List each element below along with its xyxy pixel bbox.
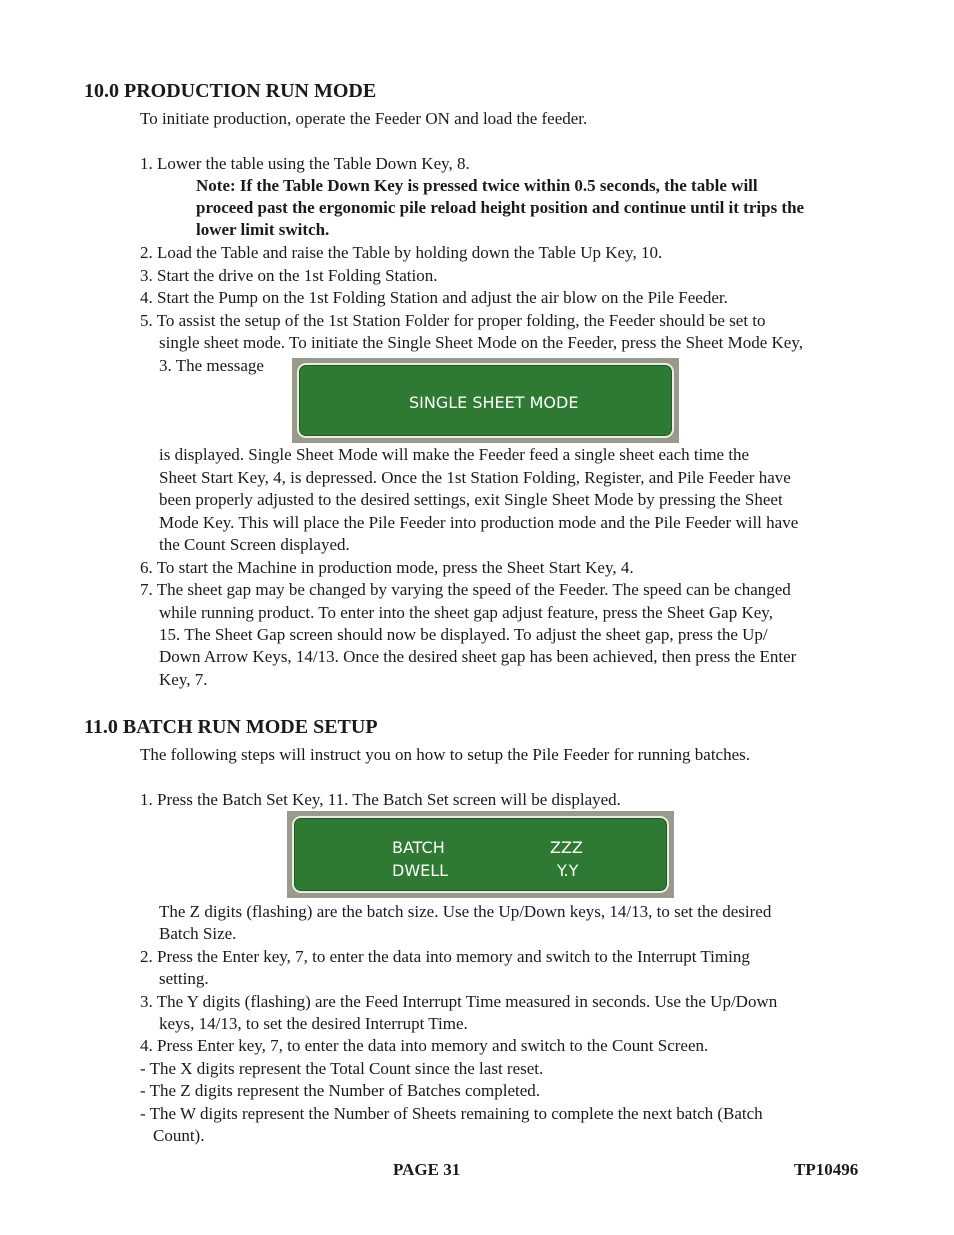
section-11-intro: The following steps will instruct you on how to setup the Pile Feeder for running batches. [140, 745, 751, 764]
note-line-2: proceed past the ergonomic pile reload height position and continue until it trips the [196, 198, 805, 217]
lcd-dwell-value: Y.Y [557, 861, 579, 880]
dash-item-1: - The X digits represent the Total Count since the last reset. [140, 1059, 544, 1078]
lcd-batch-value: ZZZ [550, 838, 583, 857]
step-1-text: 1. Lower the table using the Table Down Key, 8. [140, 154, 470, 173]
batch-step-3-line-2: keys, 14/13, to set the desired Interrupt Time. [159, 1014, 468, 1033]
lcd-dwell-label: DWELL [392, 861, 449, 880]
step-5-line-2: single sheet mode. To initiate the Single Sheet Mode on the Feeder, press the Sheet Mode Key, [159, 333, 803, 352]
section-11-heading: 11.0 BATCH RUN MODE SETUP [84, 716, 378, 738]
dash-item-3-line-2: Count). [153, 1126, 205, 1145]
dash-item-3-line-1: - The W digits represent the Number of Sheets remaining to complete the next batch (Batch [140, 1104, 763, 1123]
lcd-batch-display [287, 811, 674, 898]
step-7-line-1: 7. The sheet gap may be changed by varying the speed of the Feeder. The speed can be changed [140, 580, 791, 599]
step-5-line-8: the Count Screen displayed. [159, 535, 350, 554]
dash-item-2: - The Z digits represent the Number of Batches completed. [140, 1081, 541, 1100]
step-5-line-1: 5. To assist the setup of the 1st Station Folder for proper folding, the Feeder should be set to [140, 311, 766, 330]
step-7-line-5: Key, 7. [159, 670, 208, 689]
section-10-intro: To initiate production, operate the Feeder ON and load the feeder. [140, 109, 588, 128]
batch-step-2-line-2: setting. [159, 969, 209, 988]
step-5-line-3: 3. The message [159, 356, 264, 375]
step-5-line-4: is displayed. Single Sheet Mode will make the Feeder feed a single sheet each time the [159, 445, 750, 464]
lcd-batch-label: BATCH [392, 838, 445, 857]
step-5-line-6: been properly adjusted to the desired settings, exit Single Sheet Mode by pressing the Sheet [159, 490, 783, 509]
step-7-line-2: while running product. To enter into the sheet gap adjust feature, press the Sheet Gap Key, [159, 603, 773, 622]
note-line-1: Note: If the Table Down Key is pressed twice within 0.5 seconds, the table will [196, 176, 758, 195]
lcd-single-sheet-display [292, 358, 679, 443]
lcd-single-sheet-text: SINGLE SHEET MODE [409, 393, 579, 412]
step-2-text: 2. Load the Table and raise the Table by holding down the Table Up Key, 10. [140, 243, 663, 262]
step-7-line-3: 15. The Sheet Gap screen should now be displayed. To adjust the sheet gap, press the Up/ [159, 625, 768, 644]
batch-step-1-text: 1. Press the Batch Set Key, 11. The Batch Set screen will be displayed. [140, 790, 621, 809]
step-5-line-5: Sheet Start Key, 4, is depressed. Once the 1st Station Folding, Register, and Pile Feeder have [159, 468, 791, 487]
step-4-text: 4. Start the Pump on the 1st Folding Station and adjust the air blow on the Pile Feeder. [140, 288, 728, 307]
batch-step-1-line-2: The Z digits (flashing) are the batch size. Use the Up/Down keys, 14/13, to set the desired [159, 902, 772, 921]
lcd-screen [297, 363, 674, 438]
document-id: TP10496 [794, 1160, 859, 1179]
step-6-text: 6. To start the Machine in production mode, press the Sheet Start Key, 4. [140, 558, 634, 577]
section-10-heading: 10.0 PRODUCTION RUN MODE [84, 80, 377, 102]
step-7-line-4: Down Arrow Keys, 14/13. Once the desired sheet gap has been achieved, then press the Enter [159, 647, 797, 666]
batch-step-4-text: 4. Press Enter key, 7, to enter the data into memory and switch to the Count Screen. [140, 1036, 709, 1055]
page-number: PAGE 31 [393, 1160, 461, 1179]
step-5-line-7: Mode Key. This will place the Pile Feeder into production mode and the Pile Feeder will have [159, 513, 799, 532]
batch-step-1-line-3: Batch Size. [159, 924, 237, 943]
batch-step-3-line-1: 3. The Y digits (flashing) are the Feed Interrupt Time measured in seconds. Use the Up/Down [140, 992, 778, 1011]
lcd-screen [292, 816, 669, 893]
batch-step-2-line-1: 2. Press the Enter key, 7, to enter the data into memory and switch to the Interrupt Timing [140, 947, 750, 966]
step-3-text: 3. Start the drive on the 1st Folding Station. [140, 266, 438, 285]
note-line-3: lower limit switch. [196, 220, 330, 239]
